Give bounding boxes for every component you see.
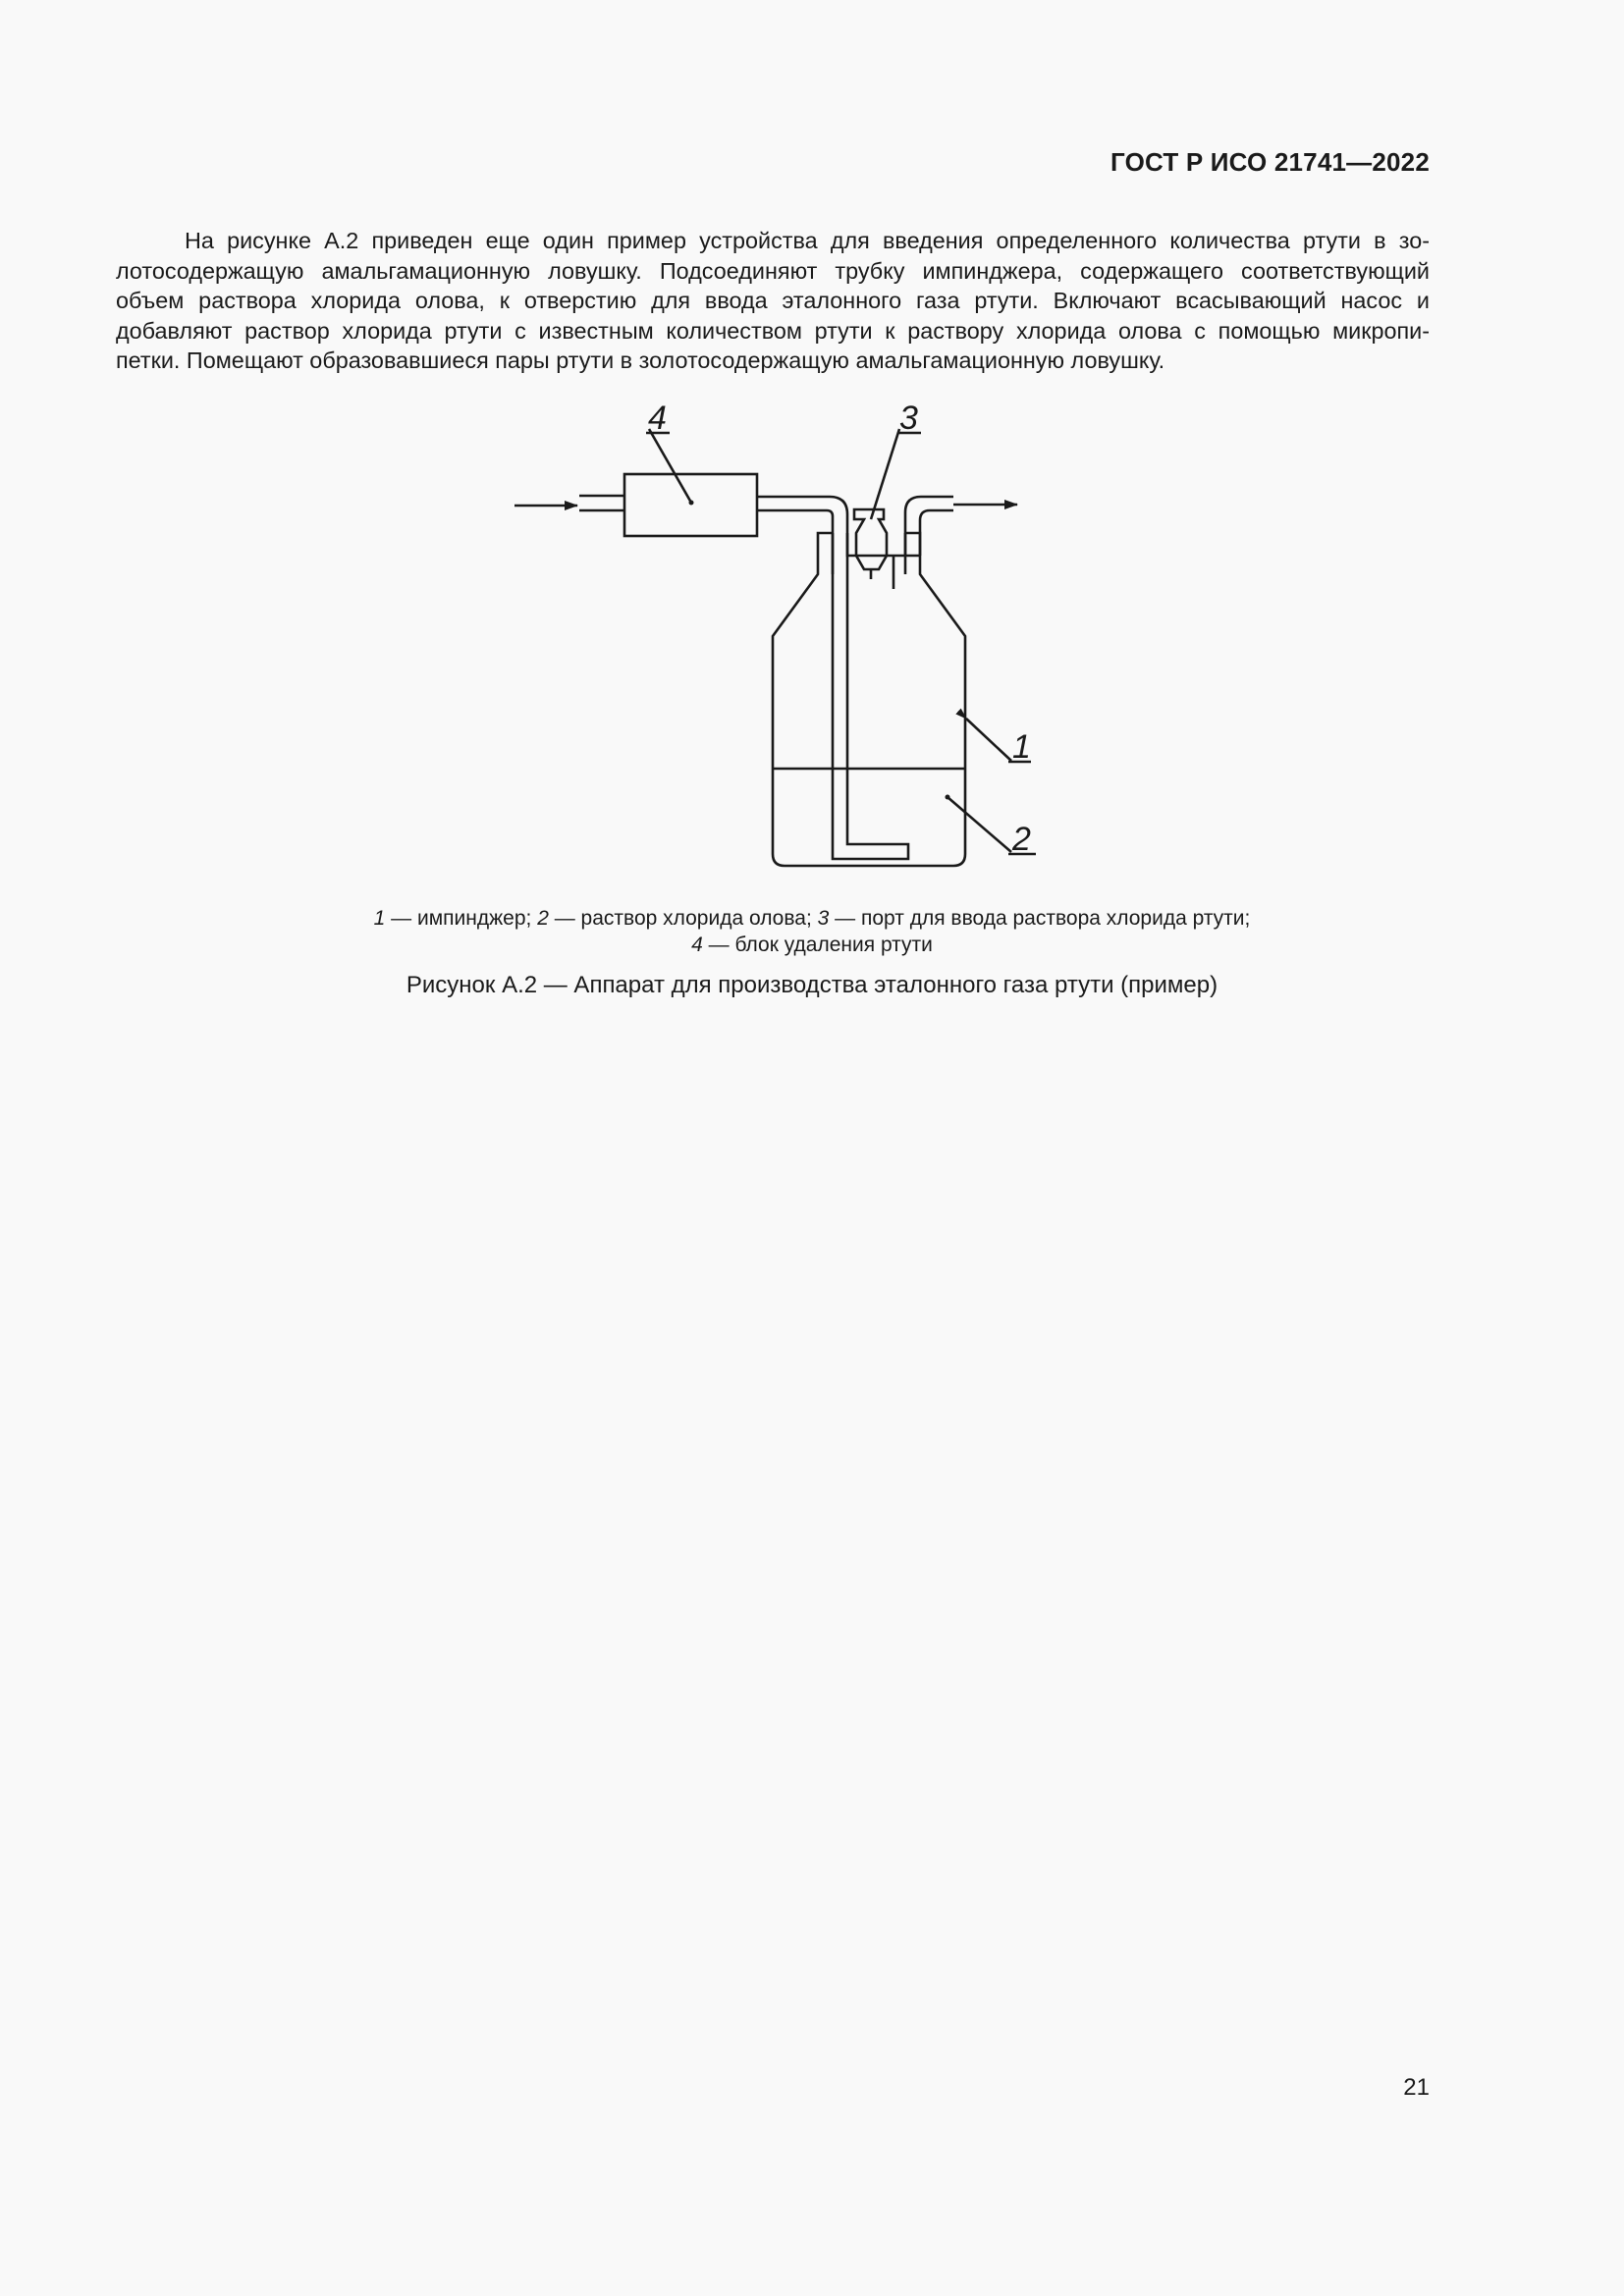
standard-code-header: ГОСТ Р ИСО 21741—2022 — [1110, 147, 1430, 177]
legend-text: — порт для ввода раствора хлорида ртути; — [829, 907, 1251, 930]
leader-3 — [871, 429, 899, 519]
legend-line-2 — [196, 932, 1428, 958]
callout-3: 3 — [899, 400, 918, 437]
paragraph-line: лотосодержащую амальгамационную ловушку. Подсоединяют трубку импинджера, содержащего соответствующий — [116, 257, 1430, 284]
legend-num: 3 — [817, 907, 830, 930]
paragraph-line: петки. Помещают образовавшиеся пары ртути в золотосодержащую амальгамационную ловушку. — [116, 347, 1165, 374]
leader-dot-4 — [689, 501, 694, 506]
legend-line-1 — [196, 905, 1428, 932]
leader-1 — [966, 719, 1011, 761]
outlet-pipe-inner — [920, 510, 953, 556]
paragraph-line: добавляют раствор хлорида ртути с известным количеством ртути к раствору хлорида олова с помощью микропи- — [116, 317, 1430, 344]
apparatus-diagram — [491, 393, 1080, 883]
callout-1: 1 — [1012, 728, 1031, 766]
legend-text: — раствор хлорида олова; — [548, 907, 818, 930]
impinger-bottle — [773, 533, 965, 866]
leader-dot-2 — [946, 795, 950, 800]
paragraph-line: объем раствора хлорида олова, к отверстию для ввода эталонного газа ртути. Включают всасывающий насос и — [116, 288, 1430, 314]
legend-text: — импинджер; — [385, 907, 538, 930]
legend-num: 4 — [691, 934, 703, 956]
paragraph-line: На рисунке А.2 приведен еще один пример устройства для введения определенного количества ртути в зо- — [185, 228, 1430, 253]
legend-num: 1 — [373, 907, 386, 930]
mercury-removal-unit — [624, 474, 757, 536]
body-paragraph — [116, 226, 1430, 376]
figure-legend — [196, 905, 1428, 958]
apparatus-figure — [491, 393, 1080, 883]
legend-num: 2 — [537, 907, 549, 930]
leader-2 — [947, 797, 1011, 852]
legend-text: — блок удаления ртути — [702, 934, 933, 956]
callout-2: 2 — [1012, 821, 1031, 858]
figure-caption: Рисунок А.2 — Аппарат для производства эталонного газа ртути (пример) — [406, 972, 1218, 998]
callout-4: 4 — [648, 400, 667, 437]
page-number: 21 — [1403, 2074, 1430, 2101]
leader-4 — [649, 429, 691, 503]
outlet-pipe-outer — [905, 497, 953, 556]
